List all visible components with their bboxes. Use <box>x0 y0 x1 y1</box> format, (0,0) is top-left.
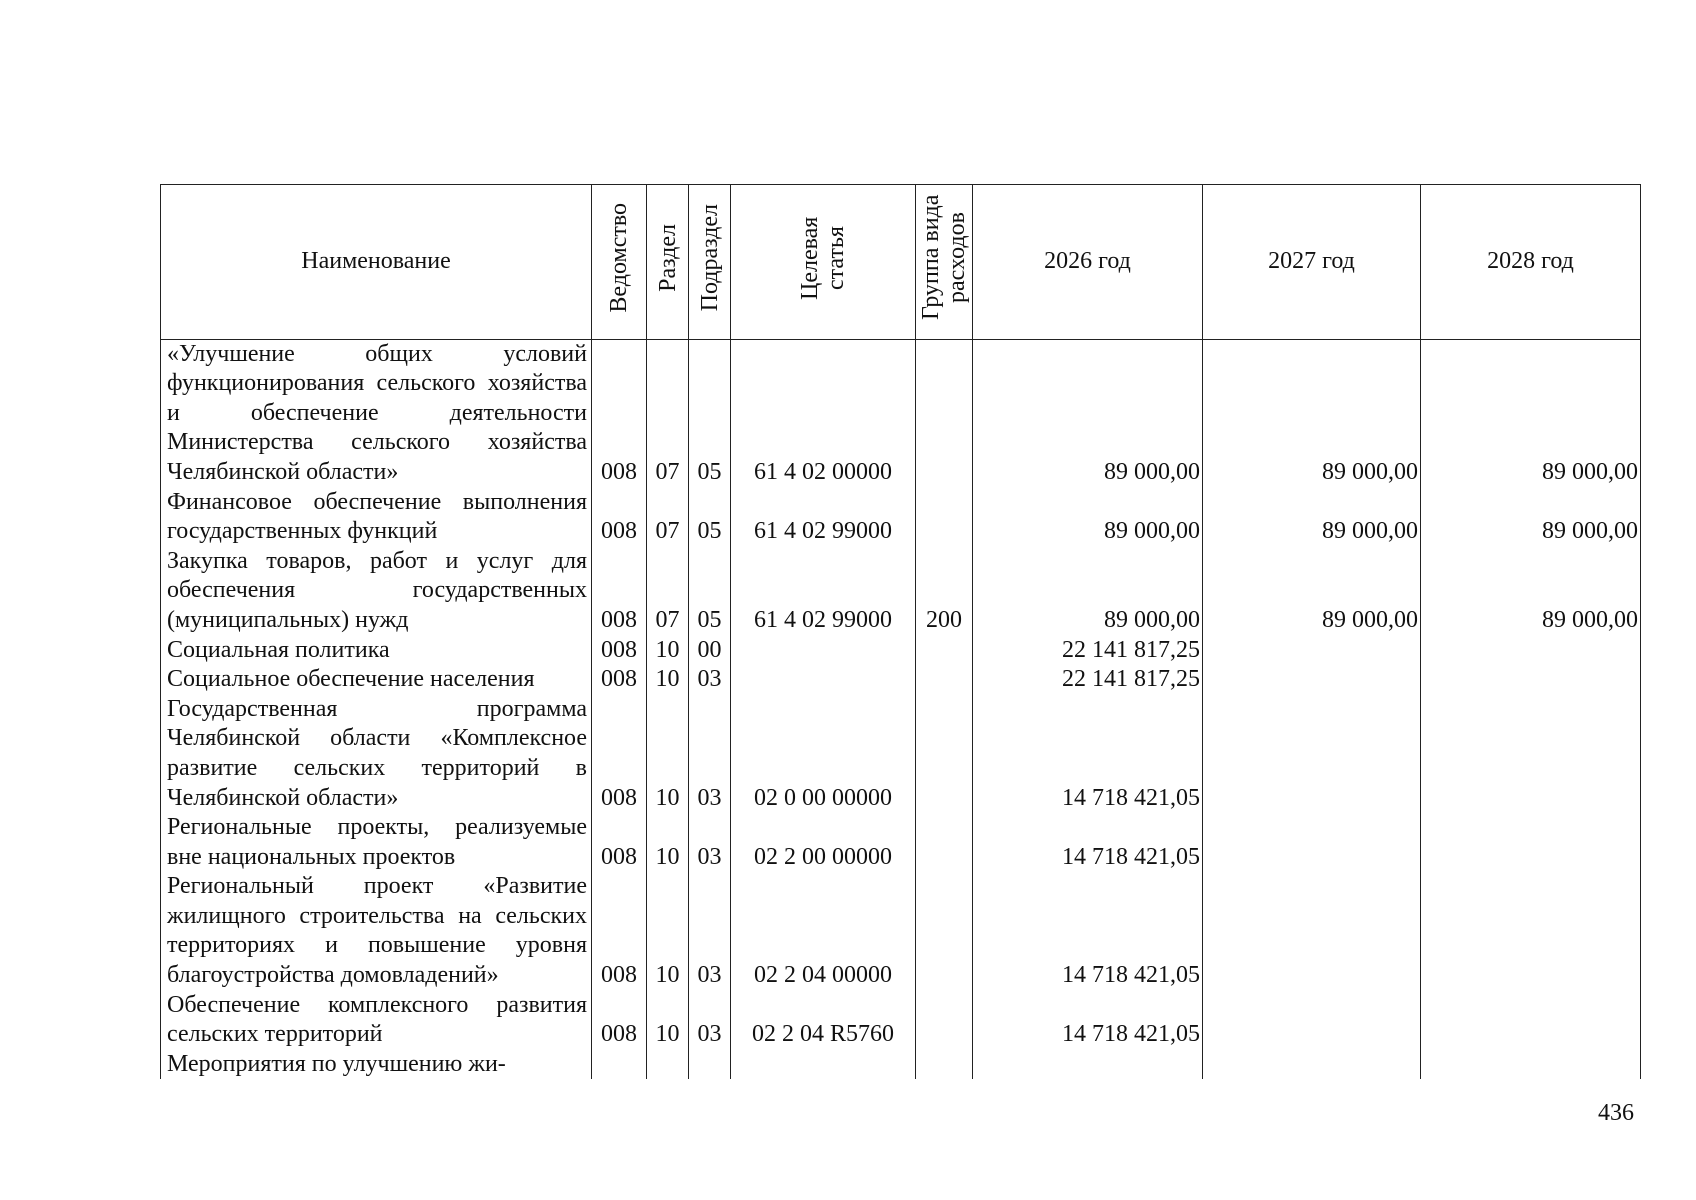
header-name: Наименование <box>161 185 592 340</box>
cell-2027 <box>1203 665 1421 695</box>
cell-2027 <box>1203 636 1421 666</box>
cell-name: Региональный проект «Развитие жилищного строительства на сельских территориях и повышение уровня благоустройства домовладений» <box>161 872 592 990</box>
cell-dept: 008 <box>592 547 647 636</box>
cell-exp-group <box>916 488 973 547</box>
cell-2027 <box>1203 695 1421 813</box>
cell-exp-group: 200 <box>916 547 973 636</box>
header-dept <box>592 185 647 340</box>
cell-name: Обеспечение комплексного развития сельских территорий <box>161 991 592 1050</box>
table-body <box>161 339 1641 1079</box>
cell-target <box>731 636 916 666</box>
table-row <box>161 488 1641 547</box>
cell-dept: 008 <box>592 813 647 872</box>
cell-subsection: 05 <box>689 339 731 487</box>
header-subsection <box>689 185 731 340</box>
table-row <box>161 665 1641 695</box>
table-row <box>161 991 1641 1050</box>
cell-2028 <box>1421 636 1641 666</box>
cell-dept: 008 <box>592 665 647 695</box>
cell-name: Региональные проекты, реализуемые вне национальных проектов <box>161 813 592 872</box>
cell-2026: 14 718 421,05 <box>973 872 1203 990</box>
cell-section: 10 <box>647 665 689 695</box>
header-target <box>731 185 916 340</box>
cell-name: Закупка товаров, работ и услуг для обеспечения государственных (муниципальных) нужд <box>161 547 592 636</box>
cell-2026: 22 141 817,25 <box>973 636 1203 666</box>
cell-section: 07 <box>647 339 689 487</box>
page-number: 436 <box>1598 1100 1634 1126</box>
cell-dept: 008 <box>592 488 647 547</box>
header-subsection-label: Подраздел <box>696 203 723 312</box>
cell-exp-group <box>916 813 973 872</box>
cell-exp-group <box>916 636 973 666</box>
cell-dept: 008 <box>592 872 647 990</box>
cell-2027: 89 000,00 <box>1203 339 1421 487</box>
cell-2028 <box>1421 813 1641 872</box>
table-row <box>161 695 1641 813</box>
cell-2027 <box>1203 813 1421 872</box>
cell-dept-continued <box>592 1050 647 1080</box>
cell-target: 02 2 04 00000 <box>731 872 916 990</box>
header-section-label: Раздел <box>654 223 681 292</box>
cell-target: 61 4 02 99000 <box>731 488 916 547</box>
cell-2027-continued <box>1203 1050 1421 1080</box>
cell-target: 61 4 02 00000 <box>731 339 916 487</box>
cell-2026: 89 000,00 <box>973 547 1203 636</box>
cell-2028 <box>1421 872 1641 990</box>
cell-section: 10 <box>647 636 689 666</box>
header-2027: 2027 год <box>1203 185 1421 340</box>
table-header-row <box>161 185 1641 340</box>
cell-exp-group <box>916 665 973 695</box>
header-2028: 2028 год <box>1421 185 1641 340</box>
cell-dept: 008 <box>592 695 647 813</box>
cell-subsection: 03 <box>689 872 731 990</box>
cell-name: Социальная политика <box>161 636 592 666</box>
cell-subsection: 03 <box>689 991 731 1050</box>
table-row <box>161 872 1641 990</box>
cell-name: Государственная программа Челябинской области «Комплексное развитие сельских территорий в Челябинской области» <box>161 695 592 813</box>
cell-2028 <box>1421 991 1641 1050</box>
cell-section: 10 <box>647 991 689 1050</box>
cell-name-continued: Мероприятия по улучшению жи- <box>161 1050 592 1080</box>
cell-target: 02 0 00 00000 <box>731 695 916 813</box>
budget-table <box>160 184 1641 1079</box>
cell-name: Финансовое обеспечение выполнения государственных функций <box>161 488 592 547</box>
cell-2028: 89 000,00 <box>1421 547 1641 636</box>
cell-2027: 89 000,00 <box>1203 488 1421 547</box>
cell-subsection-continued <box>689 1050 731 1080</box>
cell-2026: 14 718 421,05 <box>973 813 1203 872</box>
header-dept-label: Ведомство <box>606 202 632 313</box>
cell-2026: 89 000,00 <box>973 339 1203 487</box>
cell-name: «Улучшение общих условий функционирования сельского хозяйства и обеспечение деятельности Министерства сельского хозяйства Челябинской области» <box>161 339 592 487</box>
cell-target <box>731 665 916 695</box>
cell-2028 <box>1421 665 1641 695</box>
header-target-label: Целевая статья <box>797 215 849 300</box>
cell-section: 10 <box>647 695 689 813</box>
cell-exp-group <box>916 872 973 990</box>
cell-2028 <box>1421 695 1641 813</box>
cell-target: 61 4 02 99000 <box>731 547 916 636</box>
cell-subsection: 05 <box>689 488 731 547</box>
cell-2026-continued <box>973 1050 1203 1080</box>
cell-subsection: 05 <box>689 547 731 636</box>
cell-exp-group-continued <box>916 1050 973 1080</box>
cell-subsection: 03 <box>689 665 731 695</box>
cell-target-continued <box>731 1050 916 1080</box>
cell-exp-group <box>916 991 973 1050</box>
cell-exp-group <box>916 339 973 487</box>
cell-2026: 14 718 421,05 <box>973 695 1203 813</box>
cell-dept: 008 <box>592 339 647 487</box>
cell-2028: 89 000,00 <box>1421 339 1641 487</box>
cell-section: 10 <box>647 813 689 872</box>
cell-2027 <box>1203 872 1421 990</box>
table-row <box>161 813 1641 872</box>
cell-2028-continued <box>1421 1050 1641 1080</box>
header-exp-group <box>916 185 973 340</box>
cell-2028: 89 000,00 <box>1421 488 1641 547</box>
cell-subsection: 00 <box>689 636 731 666</box>
cell-exp-group <box>916 695 973 813</box>
table-row <box>161 339 1641 487</box>
cell-dept: 008 <box>592 991 647 1050</box>
cell-2027 <box>1203 991 1421 1050</box>
cell-section: 07 <box>647 488 689 547</box>
cell-subsection: 03 <box>689 695 731 813</box>
table-row-continued <box>161 1050 1641 1080</box>
cell-section: 07 <box>647 547 689 636</box>
cell-2026: 14 718 421,05 <box>973 991 1203 1050</box>
cell-section: 10 <box>647 872 689 990</box>
table-row <box>161 547 1641 636</box>
header-section <box>647 185 689 340</box>
cell-name: Социальное обеспечение населения <box>161 665 592 695</box>
cell-2027: 89 000,00 <box>1203 547 1421 636</box>
header-2026: 2026 год <box>973 185 1203 340</box>
cell-dept: 008 <box>592 636 647 666</box>
table-row <box>161 636 1641 666</box>
cell-2026: 89 000,00 <box>973 488 1203 547</box>
cell-target: 02 2 04 R5760 <box>731 991 916 1050</box>
cell-2026: 22 141 817,25 <box>973 665 1203 695</box>
header-exp-group-label: Группа вида расходов <box>918 194 970 321</box>
cell-subsection: 03 <box>689 813 731 872</box>
cell-section-continued <box>647 1050 689 1080</box>
cell-target: 02 2 00 00000 <box>731 813 916 872</box>
